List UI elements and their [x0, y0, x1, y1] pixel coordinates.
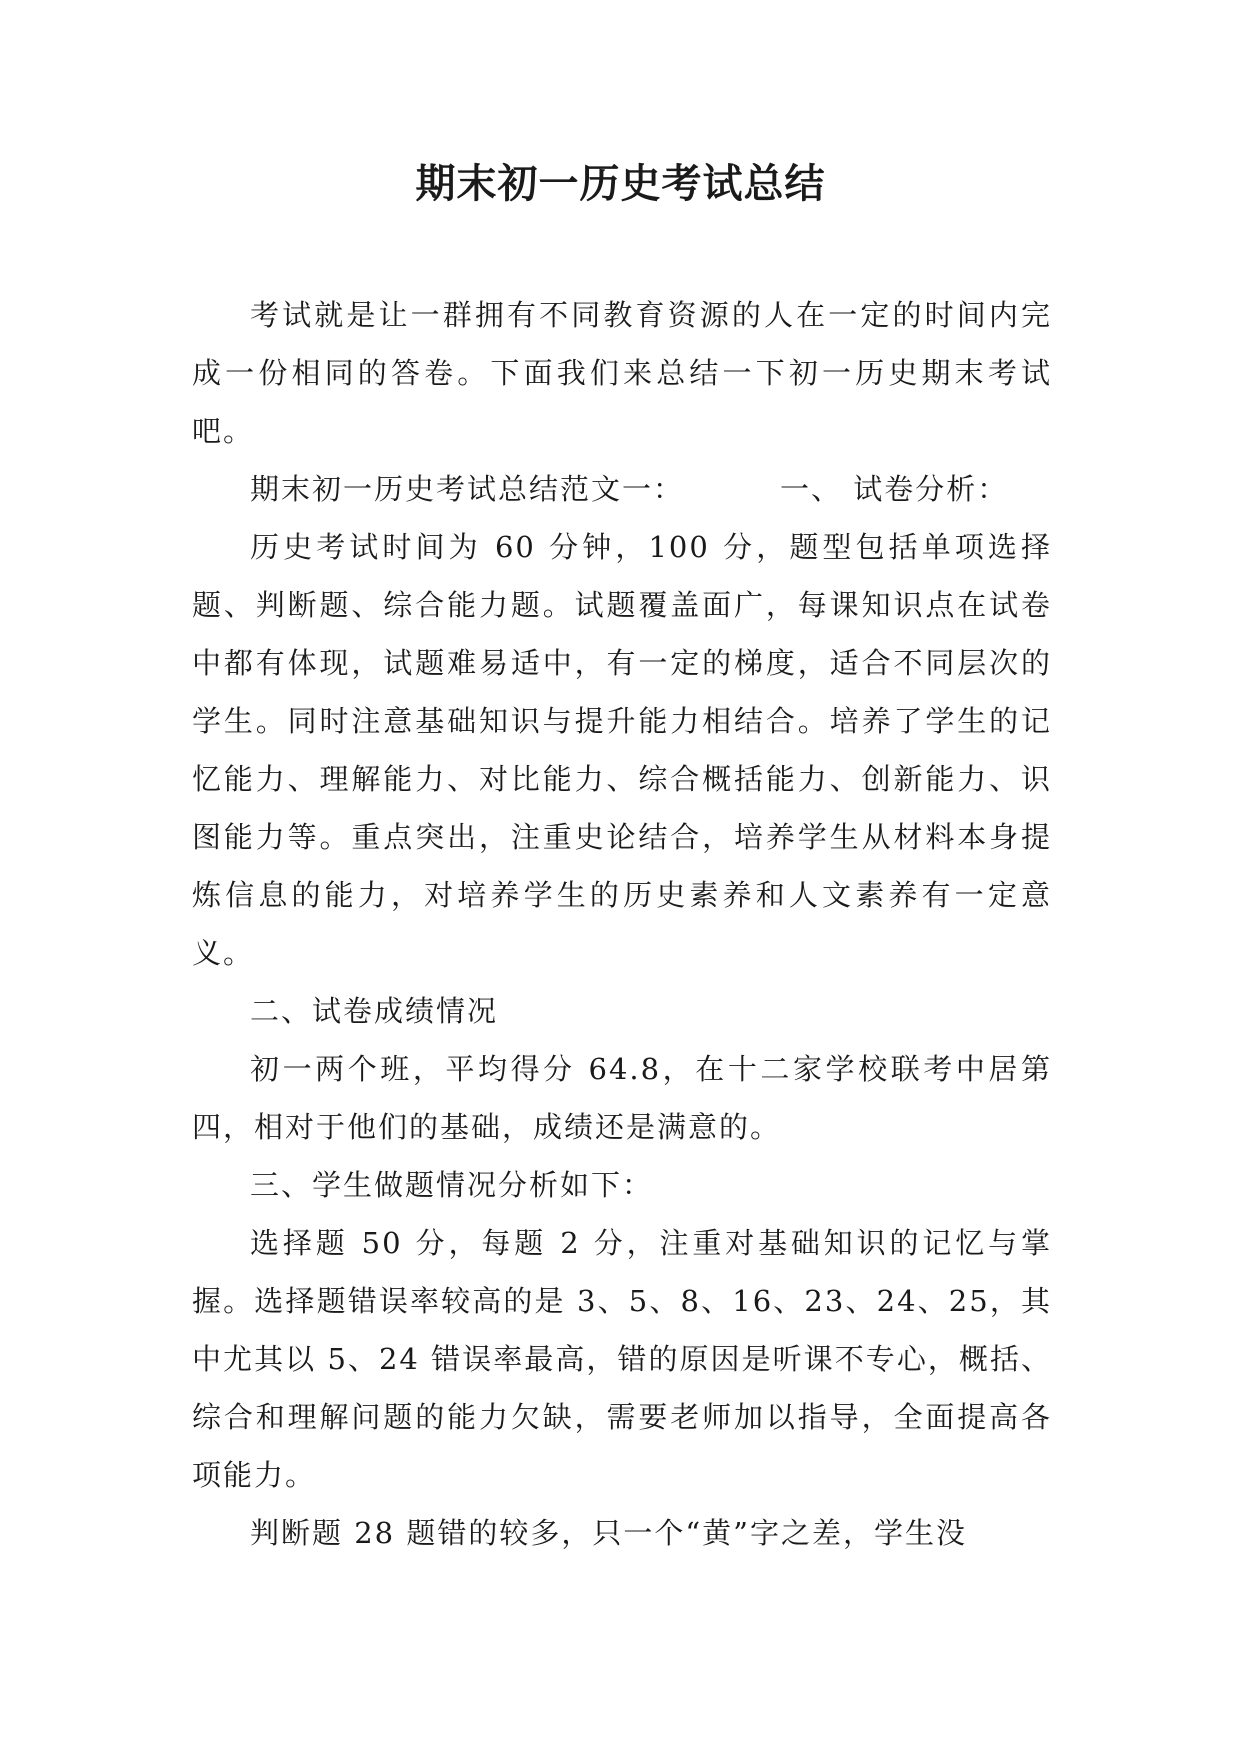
choice-question-paragraph: 选择题 50 分，每题 2 分，注重对基础知识的记忆与掌握。选择题错误率较高的是 3、5、8、16、23、24、25，其中尤其以 5、24 错误率最高，错的原因是听课不专心，概括、综合和理解问题的能力欠缺，需要老师加以指导，全面提高各项能力。 — [192, 1226, 1052, 1492]
judgement-question-paragraph: 判断题 28 题错的较多，只一个“黄”字之差，学生没 — [250, 1516, 967, 1550]
section-two-heading: 二、试卷成绩情况 — [250, 994, 499, 1028]
paper-analysis-paragraph: 历史考试时间为 60 分钟，100 分，题型包括单项选择题、判断题、综合能力题。试题覆盖面广，每课知识点在试卷中都有体现，试题难易适中，有一定的梯度，适合不同层次的学生。同时注意基础知识与提升能力相结合。培养了学生的记忆能力、理解能力、对比能力、综合概括能力、创新能力、识图能力等。重点突出，注重史论结合，培养学生从材料本身提炼信息的能力，对培养学生的历史素养和人文素养有一定意义。 — [192, 530, 1052, 970]
intro-paragraph: 考试就是让一群拥有不同教育资源的人在一定的时间内完成一份相同的答卷。下面我们来总结一下初一历史期末考试吧。 — [192, 298, 1052, 448]
section-one-heading: 一、 试卷分析： — [780, 472, 1009, 506]
sample-heading-line — [192, 460, 1052, 518]
section-three-heading: 三、学生做题情况分析如下： — [250, 1168, 654, 1202]
document-body — [192, 286, 1052, 1562]
document-title: 期末初一历史考试总结 — [415, 161, 826, 207]
score-paragraph: 初一两个班，平均得分 64.8，在十二家学校联考中居第四，相对于他们的基础，成绩还是满意的。 — [192, 1052, 1052, 1144]
sample-heading: 期末初一历史考试总结范文一： — [250, 472, 685, 506]
